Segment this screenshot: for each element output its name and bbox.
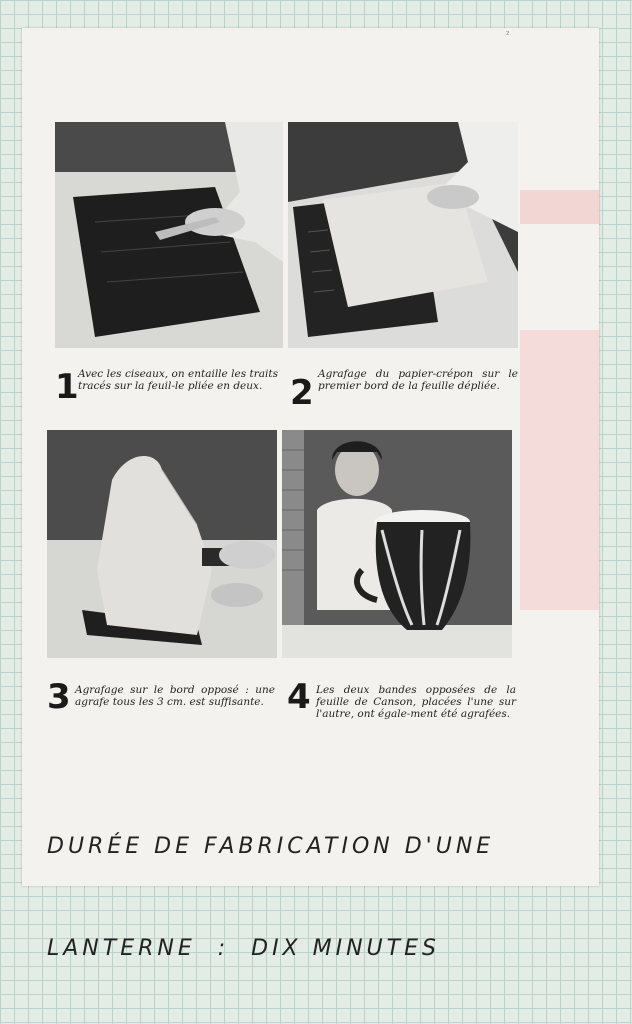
- headline: [47, 762, 567, 1000]
- step-4-caption: Les deux bandes opposées de la feuille de Canson, placées l'une sur l'autre, ont égale-ment été agrafées.: [316, 684, 516, 720]
- photo-stapling-opposite: [47, 430, 277, 658]
- photo-stapling-crepe: [288, 122, 518, 348]
- photo-finished-lantern: [282, 430, 512, 658]
- step-3-caption: Agrafage sur le bord opposé : une agrafe tous les 3 cm. est suffisante.: [75, 684, 275, 708]
- headline-line-2: LANTERNE : DIX MINUTES: [47, 936, 440, 961]
- pink-tint-area: [520, 330, 600, 610]
- corner-mark: ²: [506, 30, 510, 39]
- pink-tint-band: [520, 190, 600, 224]
- step-2-caption: Agrafage du papier-crépon sur le premier bord de la feuille dépliée.: [318, 368, 518, 392]
- step-1-number: 1: [55, 367, 79, 407]
- step-3-number: 3: [47, 677, 71, 717]
- step-1-caption: Avec les ciseaux, on entaille les traits tracés sur la feuil-le pliée en deux.: [78, 368, 278, 392]
- photo-cutting-slits: [55, 122, 283, 348]
- step-4-number: 4: [287, 677, 311, 717]
- step-2-number: 2: [290, 373, 314, 413]
- headline-line-1: DURÉE DE FABRICATION D'UNE: [47, 834, 495, 859]
